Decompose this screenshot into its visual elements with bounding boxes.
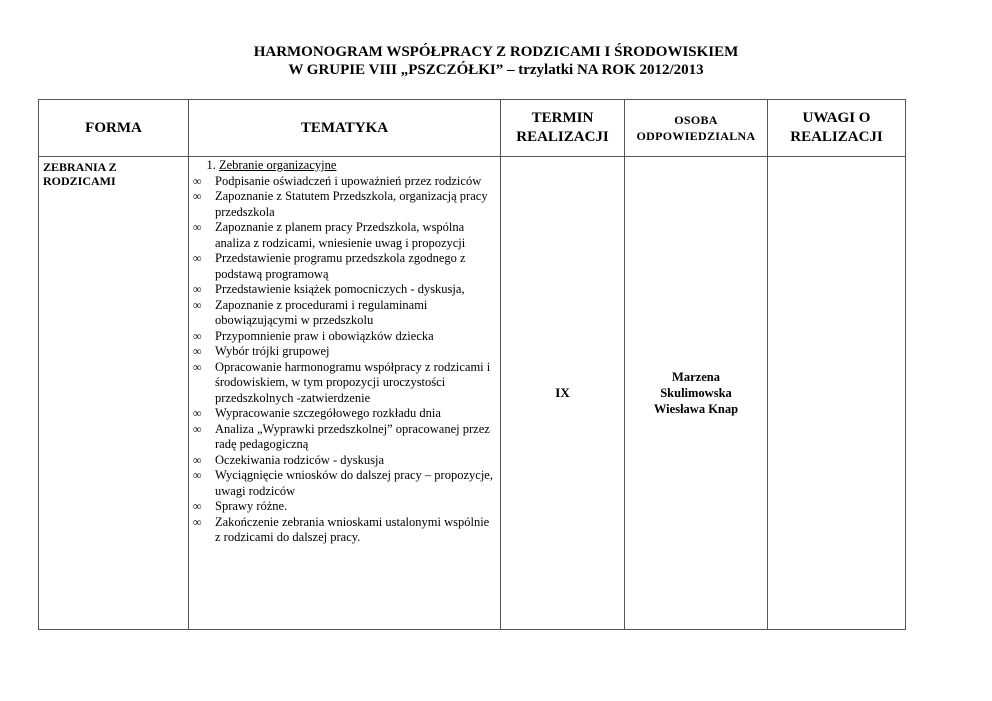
list-item-text: Zapoznanie z planem pracy Przedszkola, wspólna analiza z rodzicami, wniesienie uwag i propozycji (215, 220, 466, 250)
infinity-bullet-icon: ∞ (193, 421, 202, 436)
forma-line-1: ZEBRANIA Z (43, 160, 117, 174)
header-uwagi-line-2: REALIZACJI (790, 129, 883, 145)
osoba-line-1: Marzena (672, 370, 720, 384)
numbered-item-text: Zebranie organizacyjne (219, 158, 337, 172)
header-termin (501, 100, 625, 157)
list-item-text: Podpisanie oświadczeń i upoważnień przez rodziców (215, 173, 482, 188)
list-item (193, 360, 496, 407)
list-item (193, 329, 496, 345)
forma-line-2: RODZICAMI (43, 174, 116, 188)
header-uwagi-line-1: UWAGI O (802, 110, 871, 126)
list-item-text: Wyciągnięcie wniosków do dalszej pracy – propozycje, uwagi rodziców (215, 468, 493, 498)
uwagi-cell (768, 157, 906, 630)
list-item (193, 251, 496, 282)
osoba-line-3: Wiesława Knap (653, 402, 739, 416)
infinity-bullet-icon: ∞ (193, 468, 202, 482)
header-tematyka: TEMATYKA (189, 100, 501, 157)
infinity-bullet-icon: ∞ (193, 251, 202, 265)
infinity-bullet-icon: ∞ (193, 173, 202, 188)
infinity-bullet-icon: ∞ (193, 359, 202, 374)
table-row (39, 157, 906, 630)
list-item-text: Przypomnienie praw i obowiązków dziecka (215, 328, 434, 343)
infinity-bullet-icon: ∞ (193, 452, 202, 467)
list-item-text: Zapoznanie z Statutem Przedszkola, organizacją pracy przedszkola (215, 189, 488, 219)
list-item-text: Opracowanie harmonogramu współpracy z rodzicami i środowiskiem, w tym propozycji uroczystości przedszkolnych -zatwierdzenie (215, 359, 491, 405)
numbered-list (193, 158, 496, 174)
termin-cell: IX (501, 157, 625, 630)
list-item (193, 282, 496, 298)
list-item (193, 406, 496, 422)
list-item (193, 453, 496, 469)
infinity-bullet-icon: ∞ (193, 220, 202, 234)
list-item-text: Przedstawienie książek pomocniczych - dyskusja, (215, 282, 465, 296)
infinity-bullet-icon: ∞ (193, 297, 202, 312)
header-osoba (625, 100, 768, 157)
list-item-text: Zapoznanie z procedurami i regulaminami obowiązującymi w przedszkolu (215, 297, 428, 327)
infinity-bullet-icon: ∞ (193, 406, 202, 420)
infinity-bullet-icon: ∞ (193, 328, 202, 343)
list-item (193, 298, 496, 329)
osoba-cell (625, 157, 768, 630)
document-title (0, 43, 992, 79)
infinity-bullet-icon: ∞ (193, 189, 202, 203)
list-item (193, 189, 496, 220)
list-item-text: Zakończenie zebrania wnioskami ustalonymi wspólnie z rodzicami do dalszej pracy. (215, 514, 490, 544)
title-line-1: HARMONOGRAM WSPÓŁPRACY Z RODZICAMI I ŚRODOWISKIEM (253, 44, 739, 60)
tematyka-cell (189, 157, 501, 630)
list-item (193, 468, 496, 499)
header-osoba-line-1: OSOBA (674, 113, 718, 127)
forma-cell (39, 157, 189, 630)
list-item-text: Wypracowanie szczegółowego rozkładu dnia (215, 406, 441, 420)
osoba-line-2: Skulimowska (660, 386, 732, 400)
title-line-2: W GRUPIE VIII „PSZCZÓŁKI” – trzylatki NA ROK 2012/2013 (288, 62, 704, 78)
list-item-text: Oczekiwania rodziców - dyskusja (215, 452, 385, 467)
infinity-bullet-icon: ∞ (193, 514, 202, 529)
bullet-list (193, 174, 496, 546)
schedule-table (38, 99, 906, 630)
list-item (193, 220, 496, 251)
header-termin-line-2: REALIZACJI (516, 129, 609, 145)
list-item (193, 499, 496, 515)
list-item (193, 515, 496, 546)
list-item-text: Wybór trójki grupowej (215, 344, 330, 358)
numbered-item (219, 158, 496, 174)
list-item-text: Sprawy różne. (215, 499, 288, 513)
list-item-text: Analiza „Wyprawki przedszkolnej” opracowanej przez radę pedagogiczną (215, 421, 490, 451)
header-termin-line-1: TERMIN (531, 110, 594, 126)
infinity-bullet-icon: ∞ (193, 344, 202, 358)
infinity-bullet-icon: ∞ (193, 499, 202, 513)
list-item (193, 174, 496, 190)
list-item-text: Przedstawienie programu przedszkola zgodnego z podstawą programową (215, 251, 466, 281)
infinity-bullet-icon: ∞ (193, 282, 202, 296)
list-item (193, 422, 496, 453)
header-row (39, 100, 906, 157)
header-forma: FORMA (39, 100, 189, 157)
header-osoba-line-2: ODPOWIEDZIALNA (636, 129, 756, 143)
list-item (193, 344, 496, 360)
header-uwagi (768, 100, 906, 157)
